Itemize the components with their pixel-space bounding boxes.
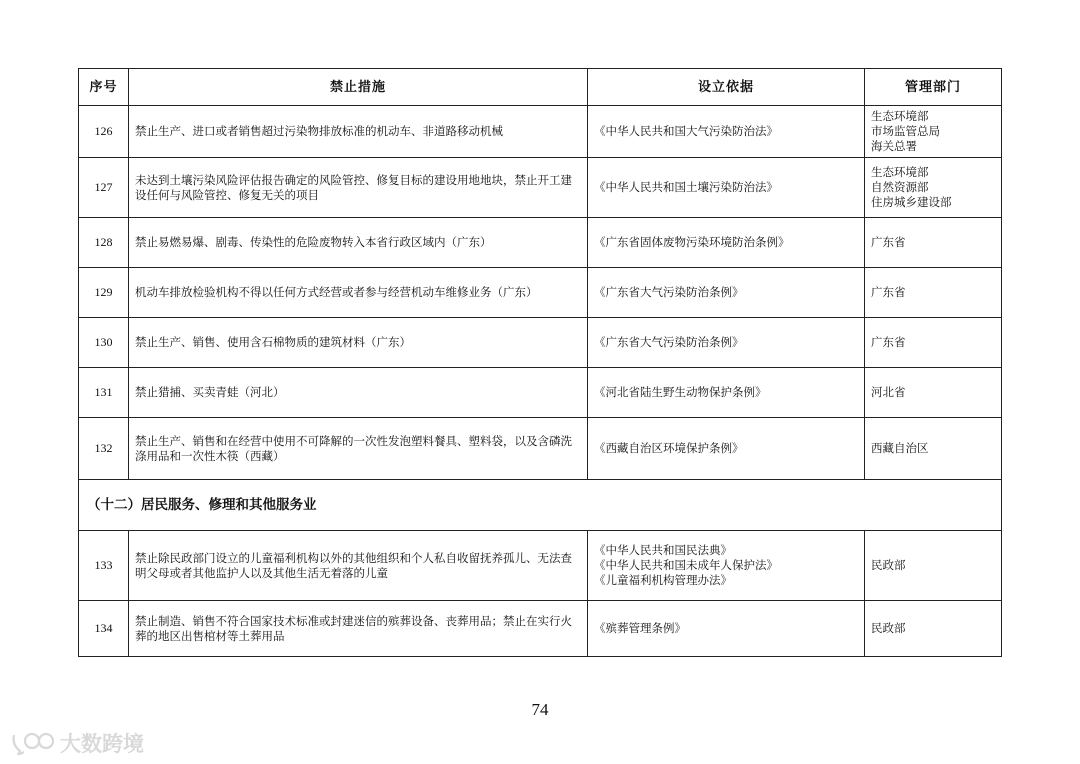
row-dept: [865, 106, 1002, 158]
basis-line: 《中华人民共和国民法典》: [594, 543, 732, 557]
table-row: [79, 418, 1002, 480]
table-row: [79, 368, 1002, 418]
row-measure: 禁止生产、销售、使用含石棉物质的建筑材料（广东）: [129, 318, 588, 368]
row-measure: 禁止除民政部门设立的儿童福利机构以外的其他组织和个人私自收留抚养孤儿、无法查明父母或者其他监护人以及其他生活无着落的儿童: [129, 531, 588, 601]
row-dept: [865, 158, 1002, 218]
dept-line: 民政部: [871, 621, 906, 635]
row-number: 127: [79, 158, 129, 218]
prohibited-measures-table: [78, 68, 1002, 657]
row-measure: 禁止制造、销售不符合国家技术标准或封建迷信的殡葬设备、丧葬用品；禁止在实行火葬的地区出售棺材等土葬用品: [129, 601, 588, 657]
table-header-row: [79, 69, 1002, 106]
row-measure: 未达到土壤污染风险评估报告确定的风险管控、修复目标的建设用地地块，禁止开工建设任何与风险管控、修复无关的项目: [129, 158, 588, 218]
row-basis: [588, 601, 865, 657]
basis-line: 《儿童福利机构管理办法》: [594, 573, 732, 587]
row-measure: 禁止易燃易爆、剧毒、传染性的危险废物转入本省行政区域内（广东）: [129, 218, 588, 268]
row-basis: [588, 368, 865, 418]
dept-line: 生态环境部: [871, 165, 929, 179]
row-number: 133: [79, 531, 129, 601]
row-dept: [865, 318, 1002, 368]
row-basis: [588, 158, 865, 218]
dept-line: 市场监管总局: [871, 124, 940, 138]
row-dept: [865, 218, 1002, 268]
row-number: 134: [79, 601, 129, 657]
dept-line: 住房城乡建设部: [871, 195, 952, 209]
row-number: 132: [79, 418, 129, 480]
row-number: 130: [79, 318, 129, 368]
table-row: [79, 601, 1002, 657]
chat-bubble-logo-icon: [10, 731, 56, 755]
row-number: 131: [79, 368, 129, 418]
dept-line: 民政部: [871, 558, 906, 572]
section-row: [79, 480, 1002, 531]
row-basis: [588, 106, 865, 158]
row-number: 128: [79, 218, 129, 268]
watermark: [10, 728, 144, 758]
basis-line: 《广东省大气污染防治条例》: [594, 285, 744, 299]
dept-line: 西藏自治区: [871, 441, 929, 455]
row-number: 126: [79, 106, 129, 158]
row-basis: [588, 418, 865, 480]
basis-line: 《广东省大气污染防治条例》: [594, 335, 744, 349]
page-number: 74: [531, 700, 549, 719]
basis-line: 《河北省陆生野生动物保护条例》: [594, 385, 767, 399]
table-row: [79, 106, 1002, 158]
row-measure: 禁止生产、进口或者销售超过污染物排放标准的机动车、非道路移动机械: [129, 106, 588, 158]
row-measure: 机动车排放检验机构不得以任何方式经营或者参与经营机动车维修业务（广东）: [129, 268, 588, 318]
watermark-text: 大数跨境: [60, 732, 144, 756]
dept-line: 生态环境部: [871, 109, 929, 123]
dept-line: 河北省: [871, 385, 906, 399]
row-dept: [865, 531, 1002, 601]
dept-line: 海关总署: [871, 139, 917, 153]
row-dept: [865, 418, 1002, 480]
table-row: [79, 531, 1002, 601]
row-dept: [865, 368, 1002, 418]
header-num: 序号: [79, 69, 129, 106]
dept-line: 自然资源部: [871, 180, 929, 194]
row-basis: [588, 268, 865, 318]
dept-line: 广东省: [871, 235, 906, 249]
row-dept: [865, 601, 1002, 657]
row-basis: [588, 218, 865, 268]
header-measure: 禁止措施: [129, 69, 588, 106]
row-measure: 禁止生产、销售和在经营中使用不可降解的一次性发泡塑料餐具、塑料袋，以及含磷洗涤用品和一次性木筷（西藏）: [129, 418, 588, 480]
basis-line: 《中华人民共和国未成年人保护法》: [594, 558, 778, 572]
table-row: [79, 268, 1002, 318]
basis-line: 《中华人民共和国土壤污染防治法》: [594, 180, 778, 194]
header-dept: 管理部门: [865, 69, 1002, 106]
dept-line: 广东省: [871, 285, 906, 299]
basis-line: 《西藏自治区环境保护条例》: [594, 441, 744, 455]
dept-line: 广东省: [871, 335, 906, 349]
row-measure: 禁止猎捕、买卖青蛙（河北）: [129, 368, 588, 418]
row-basis: [588, 531, 865, 601]
table-row: [79, 218, 1002, 268]
section-title: （十二）居民服务、修理和其他服务业: [79, 480, 1002, 531]
table-row: [79, 318, 1002, 368]
basis-line: 《中华人民共和国大气污染防治法》: [594, 124, 778, 138]
basis-line: 《殡葬管理条例》: [594, 621, 686, 635]
row-number: 129: [79, 268, 129, 318]
basis-line: 《广东省固体废物污染环境防治条例》: [594, 235, 790, 249]
header-basis: 设立依据: [588, 69, 865, 106]
row-basis: [588, 318, 865, 368]
row-dept: [865, 268, 1002, 318]
table-row: [79, 158, 1002, 218]
